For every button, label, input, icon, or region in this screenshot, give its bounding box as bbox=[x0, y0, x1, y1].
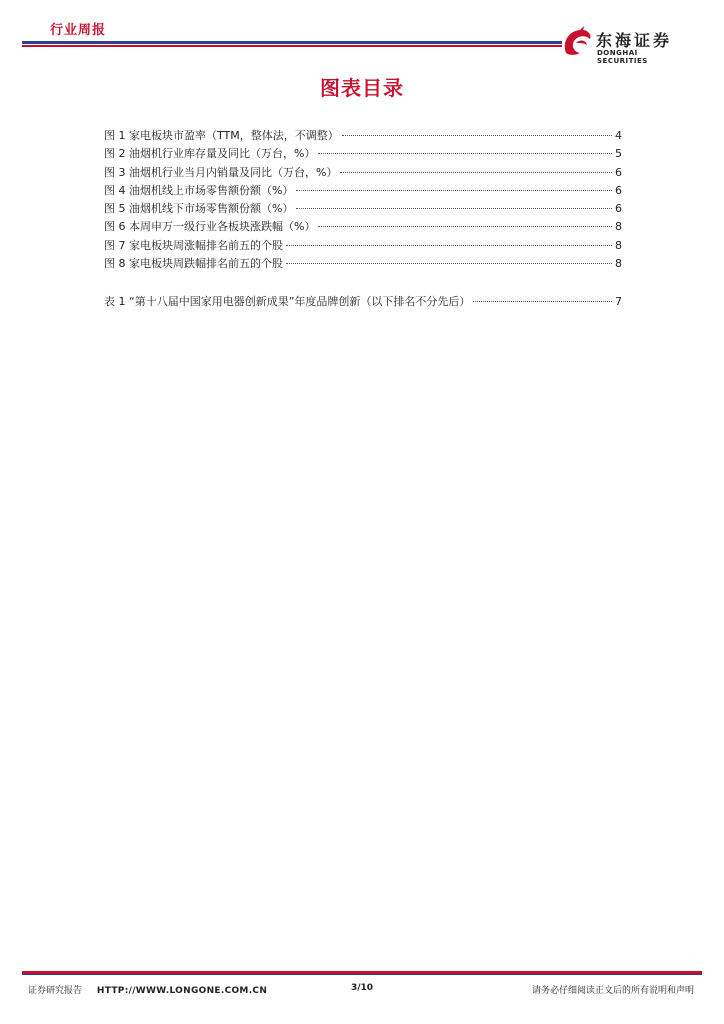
toc-entry-figure-2[interactable] bbox=[104, 145, 622, 163]
brand-logo bbox=[560, 25, 690, 65]
toc-entry-label: 图 1 家电板块市盈率（TTM，整体法，不调整） bbox=[104, 129, 339, 142]
toc-leader-dots bbox=[286, 263, 612, 264]
toc-leader-dots bbox=[296, 208, 612, 209]
toc-entry-page: 8 bbox=[615, 238, 622, 252]
toc-entry-table-1[interactable] bbox=[104, 293, 622, 311]
toc-entry-label: 图 6 本周申万一级行业各板块涨跌幅（%） bbox=[104, 220, 316, 234]
toc-entry-label: 图 4 油烟机线上市场零售额份额（%） bbox=[104, 183, 294, 197]
header-rule-blue bbox=[22, 41, 562, 44]
toc-entry-label: 图 3 油烟机行业当月内销量及同比（万台，%） bbox=[104, 165, 338, 179]
dragon-logo-icon bbox=[560, 25, 594, 59]
toc-entry-page: 8 bbox=[615, 257, 622, 271]
toc-entry-figure-1[interactable] bbox=[104, 127, 622, 145]
toc-section-gap bbox=[104, 273, 622, 293]
toc-entry-figure-4[interactable] bbox=[104, 182, 622, 200]
toc-entry-label: 图 5 油烟机线下市场零售额份额（%） bbox=[104, 202, 294, 216]
brand-name-en: DONGHAI SECURITIES bbox=[597, 49, 648, 65]
footer-report-type: 证券研究报告 bbox=[28, 986, 83, 996]
footer-page-indicator: 3/10 bbox=[350, 983, 374, 993]
toc-entry-page: 4 bbox=[615, 129, 622, 142]
toc-entry-page: 6 bbox=[615, 165, 622, 179]
toc-leader-dots bbox=[342, 135, 612, 136]
brand-name-cn: 东海证券 bbox=[596, 31, 673, 50]
toc-entry-figure-3[interactable] bbox=[104, 164, 622, 182]
toc-entry-page: 7 bbox=[615, 295, 622, 309]
footer-url-link[interactable]: HTTP://WWW.LONGONE.COM.CN bbox=[96, 986, 268, 996]
toc-leader-dots bbox=[286, 245, 612, 246]
toc-entry-figure-7[interactable] bbox=[104, 237, 622, 255]
toc-entry-figure-6[interactable] bbox=[104, 218, 622, 236]
footer-rule-blue bbox=[22, 974, 702, 975]
toc-leader-dots bbox=[340, 172, 612, 173]
toc-entry-page: 6 bbox=[615, 202, 622, 216]
header-tag: 行业周报 bbox=[50, 23, 107, 38]
toc-entry-label: 图 7 家电板块周涨幅排名前五的个股 bbox=[104, 238, 283, 252]
header-rule-red bbox=[22, 45, 562, 47]
toc-entry-page: 5 bbox=[615, 147, 622, 161]
page-title: 图表目录 bbox=[320, 76, 404, 100]
toc-entry-page: 6 bbox=[615, 183, 622, 197]
footer-disclaimer: 请务必仔细阅读正文后的所有说明和声明 bbox=[531, 986, 694, 996]
toc-entry-page: 8 bbox=[615, 220, 622, 234]
toc-entry-figure-8[interactable] bbox=[104, 255, 622, 273]
toc-entry-label: 图 8 家电板块周跌幅排名前五的个股 bbox=[104, 257, 283, 271]
toc-leader-dots bbox=[318, 226, 612, 227]
toc-entry-figure-5[interactable] bbox=[104, 200, 622, 218]
toc-leader-dots bbox=[318, 153, 612, 154]
toc-entry-label: 表 1 “第十八届中国家用电器创新成果”年度品牌创新（以下排名不分先后） bbox=[104, 295, 471, 309]
toc-leader-dots bbox=[296, 190, 612, 191]
table-of-contents bbox=[104, 127, 622, 312]
toc-entry-label: 图 2 油烟机行业库存量及同比（万台，%） bbox=[104, 147, 316, 161]
toc-leader-dots bbox=[473, 301, 612, 302]
